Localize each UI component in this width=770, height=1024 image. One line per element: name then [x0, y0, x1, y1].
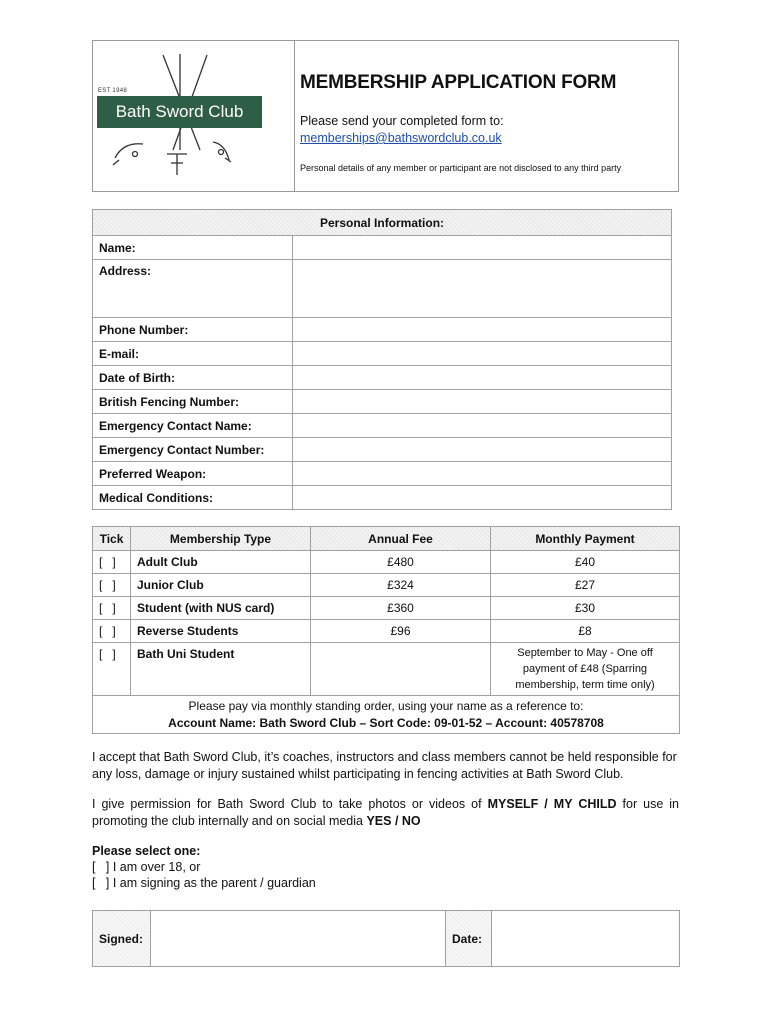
membership-type: Adult Club: [131, 551, 311, 574]
monthly-payment: £30: [491, 597, 680, 620]
table-row: [93, 551, 680, 574]
select-option-over-18[interactable]: [ ] I am over 18, or: [92, 860, 201, 874]
permission-text-1: I give permission for Bath Sword Club to take photos or videos of: [92, 797, 488, 811]
col-header-annual: Annual Fee: [311, 527, 491, 551]
annual-fee: £324: [311, 574, 491, 597]
signed-label: Signed:: [93, 911, 151, 967]
annual-fee: £360: [311, 597, 491, 620]
tick-box[interactable]: [ ]: [93, 620, 131, 643]
personal-info-table: [92, 209, 672, 510]
table-row: [93, 620, 680, 643]
privacy-note: Personal details of any member or participant are not disclosed to any third party: [300, 163, 622, 173]
field-emergency-name-input[interactable]: [293, 414, 672, 438]
field-label-emergency-number: Emergency Contact Number:: [93, 438, 293, 462]
field-label-medical: Medical Conditions:: [93, 486, 293, 510]
table-row: [93, 643, 680, 696]
pay-note: Please pay via monthly standing order, using your name as a reference to:: [188, 698, 584, 713]
field-label-name: Name:: [93, 236, 293, 260]
photo-permission-statement: [92, 796, 679, 829]
table-row: [93, 574, 680, 597]
account-details: Account Name: Bath Sword Club – Sort Code: 09-01-52 – Account: 40578708: [168, 715, 604, 730]
field-email-input[interactable]: [293, 342, 672, 366]
membership-type: Junior Club: [131, 574, 311, 597]
field-bf-number-input[interactable]: [293, 390, 672, 414]
permission-text-2: for use in promoting the club internally and on social media: [92, 797, 680, 828]
col-header-tick: Tick: [93, 527, 131, 551]
signature-table: [92, 910, 680, 967]
membership-table: [92, 526, 680, 734]
field-label-weapon: Preferred Weapon:: [93, 462, 293, 486]
field-label-bf-number: British Fencing Number:: [93, 390, 293, 414]
field-label-address: Address:: [93, 260, 293, 318]
payment-instructions: [93, 696, 680, 734]
date-field[interactable]: [492, 911, 680, 967]
field-weapon-input[interactable]: [293, 462, 672, 486]
field-name-input[interactable]: [293, 236, 672, 260]
email-link[interactable]: memberships@bathswordclub.co.uk: [300, 131, 502, 145]
field-dob-input[interactable]: [293, 366, 672, 390]
monthly-payment: £27: [491, 574, 680, 597]
field-label-email: E-mail:: [93, 342, 293, 366]
field-label-phone: Phone Number:: [93, 318, 293, 342]
personal-info-heading: Personal Information:: [93, 210, 672, 236]
liability-statement: I accept that Bath Sword Club, it’s coaches, instructors and class members cannot be held responsible for any loss, damage or injury sustained whilst participating in fencing activities at Bath Sword Club.: [92, 750, 677, 781]
col-header-type: Membership Type: [131, 527, 311, 551]
field-label-dob: Date of Birth:: [93, 366, 293, 390]
col-header-monthly: Monthly Payment: [491, 527, 680, 551]
monthly-payment: £8: [491, 620, 680, 643]
field-phone-input[interactable]: [293, 318, 672, 342]
permission-choice-myself-child[interactable]: MYSELF / MY CHILD: [487, 797, 617, 811]
header-divider: [294, 40, 295, 192]
membership-type: Bath Uni Student: [131, 643, 311, 696]
monthly-payment: September to May - One off payment of £48 (Sparring membership, term time only): [491, 643, 680, 696]
signature-field[interactable]: [151, 911, 446, 967]
monthly-payment: £40: [491, 551, 680, 574]
tick-box[interactable]: [ ]: [93, 597, 131, 620]
field-medical-input[interactable]: [293, 486, 672, 510]
annual-fee: [311, 643, 491, 696]
tick-box[interactable]: [ ]: [93, 574, 131, 597]
tick-box[interactable]: [ ]: [93, 643, 131, 696]
logo-est-text: EST 1948: [98, 88, 127, 94]
select-option-guardian[interactable]: [ ] I am signing as the parent / guardian: [92, 876, 316, 890]
membership-type: Student (with NUS card): [131, 597, 311, 620]
field-emergency-number-input[interactable]: [293, 438, 672, 462]
page-title: MEMBERSHIP APPLICATION FORM: [300, 72, 617, 93]
permission-choice-yes-no[interactable]: YES / NO: [366, 813, 421, 828]
annual-fee: £96: [311, 620, 491, 643]
table-row: [93, 597, 680, 620]
membership-type: Reverse Students: [131, 620, 311, 643]
send-instructions: Please send your completed form to:: [300, 114, 504, 128]
field-label-emergency-name: Emergency Contact Name:: [93, 414, 293, 438]
date-label: Date:: [446, 911, 492, 967]
select-heading: Please select one:: [92, 844, 201, 858]
logo-club-name: Bath Sword Club: [97, 96, 262, 128]
tick-box[interactable]: [ ]: [93, 551, 131, 574]
annual-fee: £480: [311, 551, 491, 574]
field-address-input[interactable]: [293, 260, 672, 318]
